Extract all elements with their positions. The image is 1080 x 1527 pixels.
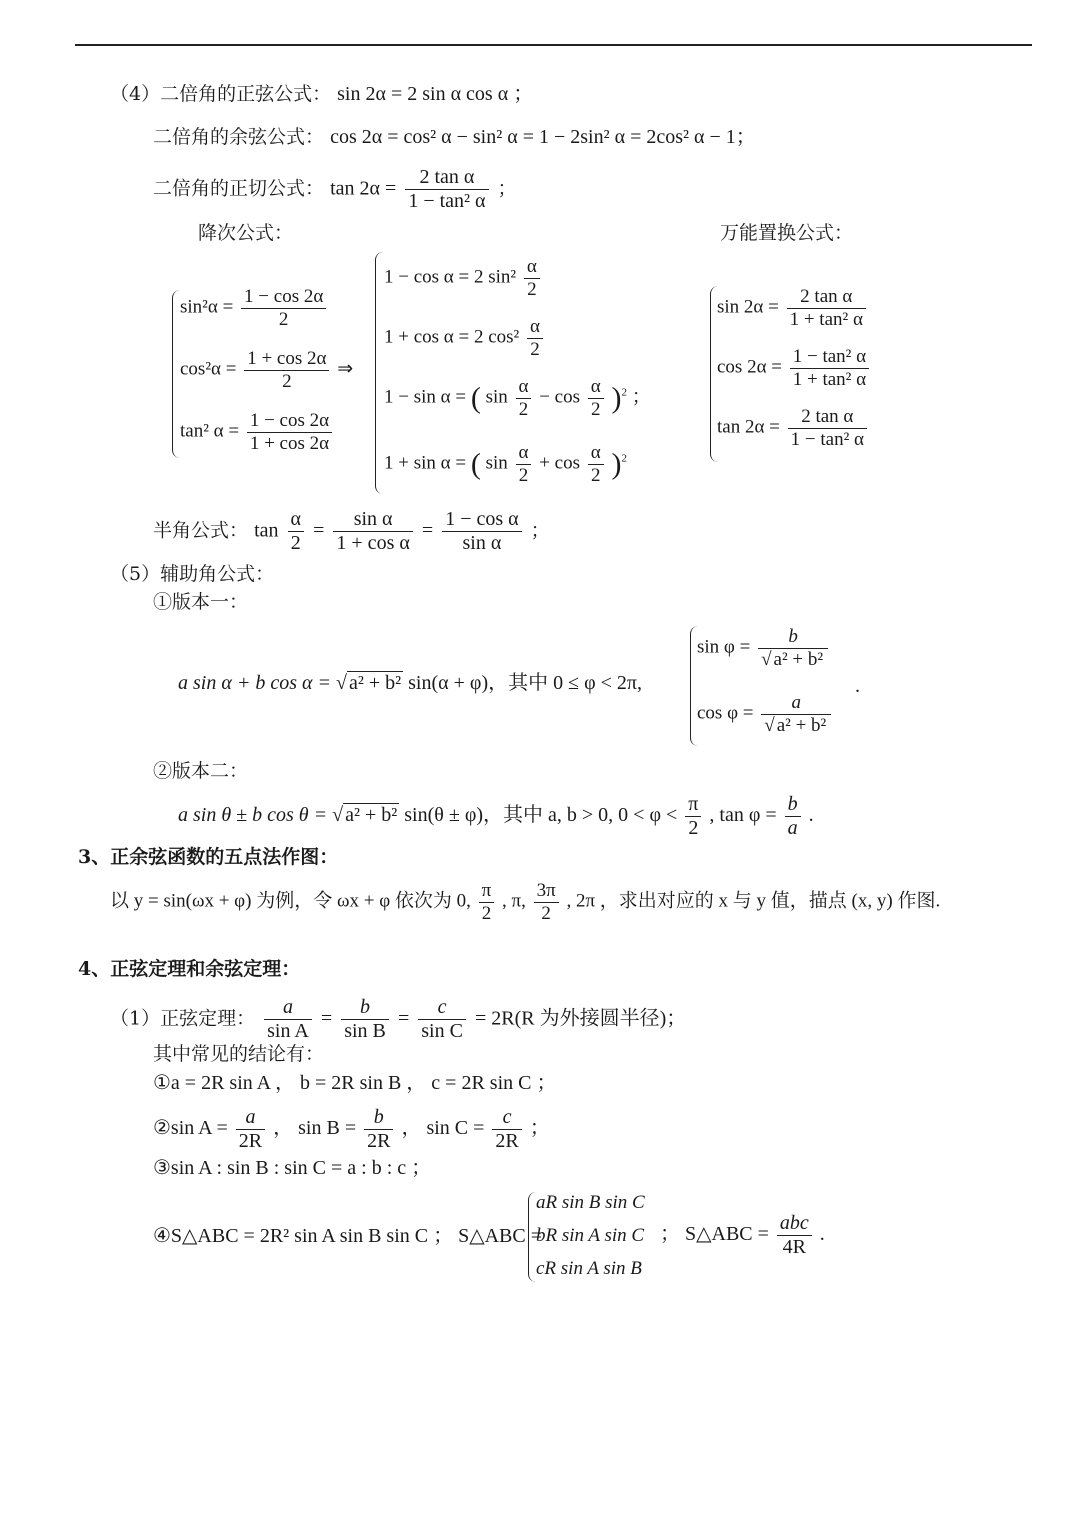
wanneng-row xyxy=(717,406,870,451)
banjiao-alpha-den: 2 xyxy=(290,532,301,554)
jiangci2-num: α xyxy=(524,256,540,279)
tan2a-end: ； xyxy=(497,177,517,200)
sec3-frac-2 xyxy=(534,880,559,925)
jiangci2-den: 2 xyxy=(518,398,529,420)
jiangci-den: 2 xyxy=(278,308,289,330)
v2-tan-fraction xyxy=(785,793,801,840)
v2-pi-fraction xyxy=(685,793,701,840)
sin2a-formula: sin 2α = 2 sin α cos α ； xyxy=(337,83,534,105)
jiangci2-fraction xyxy=(588,376,604,421)
jiangci2-fraction xyxy=(516,376,532,421)
sec3-f1-num: π xyxy=(479,880,495,903)
banjiao-f1-den: 1 + cos α xyxy=(336,532,410,554)
jiangci2-inner-b: + cos xyxy=(539,452,581,474)
section-4b-title: 4、正弦定理和余弦定理： xyxy=(78,958,301,980)
sec3-f1-den: 2 xyxy=(481,902,492,924)
jiangci2-den: 2 xyxy=(527,278,537,300)
jiangci-num: 1 − cos 2α xyxy=(247,410,332,433)
jiangci-num: 1 − cos 2α xyxy=(241,286,326,309)
law-label: （1）正弦定理： xyxy=(110,1007,256,1030)
double-angle-tan-line xyxy=(153,166,517,213)
jiangci-den: 2 xyxy=(282,370,292,392)
wanneng-fraction xyxy=(790,346,869,391)
jiangci2-den: 2 xyxy=(530,338,540,360)
wanneng-row xyxy=(717,346,872,391)
jiangci2-fraction xyxy=(524,256,540,301)
section-5-title: （5）辅助角公式： xyxy=(110,563,275,585)
banjiao-fraction-2 xyxy=(442,508,521,555)
jiangci2-inner-a: sin xyxy=(485,386,508,408)
sec3-f2-num: 3π xyxy=(534,880,559,903)
c4-end: . xyxy=(819,1223,825,1246)
sec3-text-b: , 2π ，求出对应的 x 与 y 值，描点 (x, y) 作图. xyxy=(566,890,941,912)
v1-cos-row xyxy=(697,692,834,737)
c2-a-num: a xyxy=(236,1106,265,1130)
wanneng-fraction xyxy=(788,406,867,451)
v1-cos-lhs: cos φ = xyxy=(697,702,754,724)
top-rule xyxy=(75,44,1032,46)
section-4-title: （4）二倍角的正弦公式： xyxy=(110,83,332,105)
wanneng-lhs: sin 2α = xyxy=(717,296,779,318)
sec3-f2-den: 2 xyxy=(541,902,551,924)
law-num: b xyxy=(341,996,389,1020)
law-den: sin A xyxy=(267,1020,309,1042)
jiangci2-brace xyxy=(375,252,384,494)
sec3-text-a: 以 y = sin(ωx + φ) 为例，令 ωx + φ 依次为 0, xyxy=(110,890,471,912)
c2-den: 2R xyxy=(367,1130,391,1152)
jiangci-row xyxy=(180,348,353,393)
c4-num: abc xyxy=(777,1212,812,1236)
law-fraction xyxy=(418,996,466,1043)
c2-end: ； xyxy=(529,1117,550,1140)
jiangci2-fraction xyxy=(527,316,543,361)
version-2-formula: a sin θ ± b cos θ = √ a² + b² sin(θ ± φ)，其中 a, b > 0, 0 < φ < $\frac{\pi}{2}$ , tan φ = $\frac{b}{a}$ . xyxy=(178,793,814,839)
v1-cos-num: a xyxy=(761,692,831,715)
conclusion-4-b xyxy=(660,1212,825,1259)
sec3-frac-1 xyxy=(479,880,495,925)
law-den: sin B xyxy=(344,1020,386,1042)
wanneng-lhs: tan 2α = xyxy=(717,416,780,438)
c2-a: ②sin A = xyxy=(153,1117,228,1140)
v1-sin-num: b xyxy=(758,626,828,649)
banjiao-f2-den: sin α xyxy=(462,532,502,554)
jiangci2-num: α xyxy=(516,442,532,465)
tan2a-fraction xyxy=(405,166,488,213)
law-den: sin C xyxy=(421,1020,463,1042)
jiangci2-num: α xyxy=(527,316,543,339)
section-3-title: 3、正余弦函数的五点法作图： xyxy=(78,846,339,868)
c2-frac-a xyxy=(236,1106,265,1153)
half-angle-line: 半角公式： tan $\frac{\alpha}{2}$ = $\frac{\text{sin α}}{\text{1 + cos α}}$ = $\frac{\text{1 − cos α}}{\text{sin α}}$ ； xyxy=(153,508,550,554)
wanneng-fraction xyxy=(787,286,866,331)
v2-pi-num: π xyxy=(685,793,701,817)
double-angle-cos-line xyxy=(153,127,756,147)
double-angle-sin-line xyxy=(110,84,533,104)
v1-tail: sin(α + φ)，其中 0 ≤ φ < 2π, xyxy=(408,672,642,694)
version-2-label: ②版本二： xyxy=(153,760,249,782)
jiangci-fraction xyxy=(244,348,329,393)
banjiao-f2-num: 1 − cos α xyxy=(442,508,521,532)
v1-sin-fraction: $\frac{b}{\text{√ a² + b²}}$ xyxy=(758,626,828,671)
conclusion-3: ③sin A : sin B : sin C = a : b : c ； xyxy=(153,1157,432,1179)
jiangci2-den: 2 xyxy=(518,464,529,486)
jiangci2-lhs: 1 + cos α = xyxy=(384,326,470,348)
c2-b-num: b xyxy=(364,1106,393,1130)
wanneng-row xyxy=(717,286,869,331)
c4-row: bR sin A sin C xyxy=(536,1225,645,1246)
jiangci2-row: 1 + sin α = ( sin $\frac{\alpha}{2}$ + cos $\frac{\alpha}{2}$ )$^2$ xyxy=(384,442,627,486)
banjiao-alpha-fraction xyxy=(288,508,304,555)
banjiao-alpha-num: α xyxy=(288,508,304,532)
jiangci2-fraction xyxy=(588,442,604,487)
conclusion-4-a: ④S△ABC = 2R² sin A sin B sin C ； S△ABC = xyxy=(153,1225,543,1247)
v1-end: . xyxy=(855,675,860,697)
c4-row: aR sin B sin C xyxy=(536,1192,645,1213)
section-3-text xyxy=(110,880,940,925)
jiangci-fraction xyxy=(241,286,326,331)
c4-fraction xyxy=(777,1212,812,1259)
v2-formula-text: a sin θ ± b cos θ = xyxy=(178,804,328,827)
jiangci2-end: ； xyxy=(631,386,651,408)
jiangci2-num: α xyxy=(516,376,532,399)
jiangci-row xyxy=(180,410,335,455)
c2-c: ， sin C = xyxy=(401,1117,485,1140)
jiangci-fraction xyxy=(247,410,332,455)
wanneng-label: 万能置换公式： xyxy=(720,222,854,244)
c2-den: 2R xyxy=(238,1130,263,1152)
c4-b: ； S△ABC = xyxy=(660,1223,769,1246)
wanneng-num: 2 tan α xyxy=(788,406,867,429)
jiangci2-num: α xyxy=(588,376,604,399)
jiangci2-rhs: 2 sin² xyxy=(473,266,517,288)
jiangci2-row xyxy=(384,316,546,361)
jiangci2-num: α xyxy=(588,442,604,465)
jiangci2-row xyxy=(384,256,543,301)
implies-arrow: ⇒ xyxy=(337,358,354,380)
jiangci2-inner-b: − cos xyxy=(539,386,581,408)
law-of-sines-line: （1）正弦定理： $\frac{a}{\text{sin A}}$ = $\frac{b}{\text{sin B}}$ = $\frac{c}{\text{sin C}}$ = 2R(R 为外接圆半径)； xyxy=(110,996,687,1042)
c2-b: ， sin B = xyxy=(273,1117,357,1140)
jiangci2-fraction xyxy=(516,442,532,487)
cos2a-label: 二倍角的余弦公式： xyxy=(153,126,325,148)
conclusions-label: 其中常见的结论有： xyxy=(153,1043,325,1065)
jiangci2-inner-a: sin xyxy=(485,452,508,474)
wanneng-num: 1 − tan² α xyxy=(790,346,869,369)
banjiao-fraction-1 xyxy=(333,508,412,555)
banjiao-f1-num: sin α xyxy=(333,508,412,532)
v1-sin-row xyxy=(697,626,831,671)
wanneng-lhs: cos 2α = xyxy=(717,356,782,378)
jiangci-lhs: cos²α = xyxy=(180,358,237,380)
wanneng-den: 1 − tan² α xyxy=(790,428,864,450)
jiangci-num: 1 + cos 2α xyxy=(244,348,329,371)
tan2a-label: 二倍角的正切公式： xyxy=(153,177,325,200)
tan2a-den: 1 − tan² α xyxy=(408,190,486,212)
wanneng-num: 2 tan α xyxy=(787,286,866,309)
v2-tan-num: b xyxy=(785,793,801,817)
c2-frac-c xyxy=(492,1106,521,1153)
law-num: c xyxy=(418,996,466,1020)
v2-end: . xyxy=(808,804,814,827)
banjiao-tan: tan xyxy=(254,519,279,542)
jiangci-den: 1 + cos 2α xyxy=(249,432,330,454)
v2-pi-den: 2 xyxy=(688,817,699,839)
v2-tan-den: a xyxy=(787,817,798,839)
tan2a-num: 2 tan α xyxy=(405,166,488,190)
c2-den: 2R xyxy=(495,1130,519,1152)
jiangci2-den: 2 xyxy=(591,464,601,486)
wanneng-den: 1 + tan² α xyxy=(792,368,867,390)
law-fraction xyxy=(341,996,389,1043)
jiangci-lhs: sin²α = xyxy=(180,296,234,318)
jiangci2-rhs: 2 cos² xyxy=(473,326,520,348)
version-1-formula: a sin α + b cos α = √ a² + b² sin(α + φ)，其中 0 ≤ φ < 2π, xyxy=(178,672,642,694)
c4-row: cR sin A sin B xyxy=(536,1258,642,1279)
v2-tan: , tan φ = xyxy=(709,804,777,827)
sec3-mid: , π, xyxy=(502,890,526,912)
v1-cos-den: a² + b² xyxy=(776,714,827,736)
jiangci-row xyxy=(180,286,329,331)
c2-c-num: c xyxy=(492,1106,521,1130)
cos2a-formula: cos 2α = cos² α − sin² α = 1 − 2sin² α = 2cos² α − 1； xyxy=(330,126,756,148)
jiangci2-lhs: 1 + sin α = xyxy=(384,452,467,474)
law-tail: = 2R(R 为外接圆半径)； xyxy=(475,1007,687,1030)
v1-sqrt: a² + b² xyxy=(348,672,402,694)
jiangci-label: 降次公式： xyxy=(198,222,294,244)
v1-formula-text: a sin α + b cos α = xyxy=(178,672,331,694)
v2-tail: sin(θ ± φ)，其中 a, b > 0, 0 < φ < xyxy=(404,804,678,827)
conclusion-2 xyxy=(153,1106,550,1153)
jiangci2-lhs: 1 − cos α = xyxy=(384,266,470,288)
version-1-label: ①版本一： xyxy=(153,591,249,613)
tan2a-lhs: tan 2α = xyxy=(330,177,397,200)
law-num: a xyxy=(264,996,312,1020)
v1-sin-lhs: sin φ = xyxy=(697,636,751,658)
law-fraction xyxy=(264,996,312,1043)
jiangci-lhs: tan² α = xyxy=(180,420,240,442)
wanneng-den: 1 + tan² α xyxy=(789,308,863,330)
jiangci2-row: 1 − sin α = ( sin $\frac{\alpha}{2}$ − cos $\frac{\alpha}{2}$ )$^2$ ； xyxy=(384,376,651,420)
v1-cos-fraction: $\frac{a}{\text{√ a² + b²}}$ xyxy=(761,692,831,737)
c2-frac-b xyxy=(364,1106,393,1153)
jiangci2-den: 2 xyxy=(591,398,601,420)
v2-sqrt: a² + b² xyxy=(345,804,398,827)
c4-den: 4R xyxy=(782,1236,807,1258)
v1-sin-den: a² + b² xyxy=(773,648,824,670)
banjiao-label: 半角公式： xyxy=(153,519,249,542)
conclusion-1: ①a = 2R sin A ， b = 2R sin B ， c = 2R sin C ； xyxy=(153,1072,557,1094)
jiangci2-lhs: 1 − sin α = xyxy=(384,386,467,408)
